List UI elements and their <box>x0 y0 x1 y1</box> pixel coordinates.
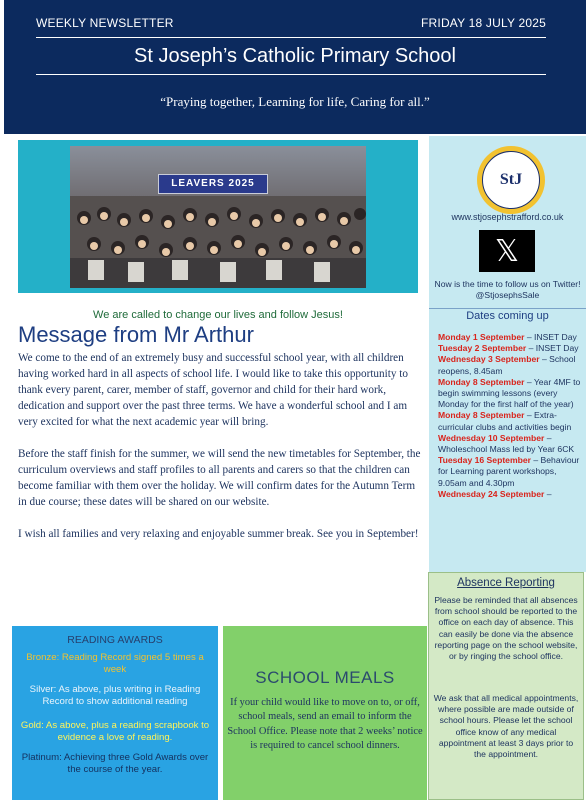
award-gold: Gold: As above, plus a reading scrapbook to evidence a love of reading. <box>20 720 210 743</box>
school-motto: “Praying together, Learning for life, Caring for all.” <box>160 94 430 109</box>
school-logo <box>477 146 545 214</box>
school-meals-title: SCHOOL MEALS <box>255 668 395 687</box>
twitter-follow-text: Now is the time to follow us on Twitter! @StjosephsSale <box>434 279 581 300</box>
event-text: – <box>544 488 552 499</box>
header-divider-top <box>36 37 546 38</box>
absence-reporting-box <box>428 572 584 800</box>
event-text: – INSET Day <box>526 343 579 354</box>
header-top-row <box>36 16 546 32</box>
event-text: – INSET Day <box>524 332 577 342</box>
event-text: – School reopens, 8.45am <box>438 354 576 376</box>
leavers-photo <box>70 146 366 288</box>
newsletter-label: WEEKLY NEWSLETTER <box>36 16 174 30</box>
reading-awards-title: READING AWARDS <box>67 634 163 646</box>
sidebar <box>429 136 586 572</box>
event-date: Monday 1 September <box>438 332 525 342</box>
message-paragraph: Before the staff finish for the summer, we will send the new timetables for September, the curriculum overviews and staff profiles to all parents and carers so that the children can become familiar with them over the holiday. We will confirm dates for the Autumn Term in due course; these dates will be shared on our website. <box>18 448 421 508</box>
message-paragraph: I wish all families and very relaxing and enjoyable summer break. See you in September! <box>18 528 419 540</box>
event-date: Tuesday 2 September <box>438 343 527 354</box>
absence-title: Absence Reporting <box>457 577 555 589</box>
message-title: Message from Mr Arthur <box>18 322 254 347</box>
event-item <box>438 332 582 343</box>
school-meals-body: If your child would like to move on to, or off, school meals, send an email to inform the School Office. Please note that 2 weeks’ notice is required to cancel school dinners. <box>227 697 423 752</box>
event-text: – Wholeschool Mass led by Year 6CK <box>438 432 575 455</box>
leavers-banner: LEAVERS 2025 <box>158 174 268 194</box>
event-date: Wednesday 3 September <box>438 354 540 365</box>
school-logo-monogram: StJ <box>499 171 523 188</box>
x-glyph: 𝕏 <box>494 234 520 269</box>
message-paragraph: We come to the end of an extremely busy and successful school year, with all children having worked hard in all aspects of school life. I would like to take this opportunity to thank every parent, carer, member of staff, governor and child for their hard work, dedication and support over the past three terms. We have a wonderful school and I am very excited for what the next academic year will bring. <box>18 352 408 428</box>
leavers-crowd-image <box>70 196 366 288</box>
school-meals-box <box>223 626 427 800</box>
x-twitter-icon[interactable] <box>479 230 535 272</box>
header-divider-bottom <box>36 74 546 75</box>
leavers-photo-frame <box>18 140 418 293</box>
award-platinum: Platinum: Achieving three Gold Awards over the course of the year. <box>21 752 209 775</box>
event-text: – Year 4MF to begin swimming lessons (every Monday for the first half of the year) <box>438 376 581 410</box>
school-website-link[interactable]: www.stjosephstrafford.co.uk <box>451 212 564 222</box>
event-date: Tuesday 16 September <box>438 455 531 466</box>
newsletter-header <box>4 0 586 134</box>
event-item <box>438 343 582 354</box>
school-logo-inner <box>482 151 540 209</box>
event-item <box>438 489 582 500</box>
award-silver: Silver: As above, plus writing in Reading Record to show additional reading <box>29 684 201 707</box>
award-bronze: Bronze: Reading Record signed 5 times a week <box>26 652 204 675</box>
absence-paragraph: We ask that all medical appointments, where possible are made outside of school hours. Please let the school office know of any medical appointment at least 3 days prior to the appointment. <box>433 693 579 760</box>
called-statement: We are called to change our lives and follow Jesus! <box>93 309 343 321</box>
newsletter-date: FRIDAY 18 JULY 2025 <box>421 16 546 30</box>
dates-coming-up-title: Dates coming up <box>429 308 586 322</box>
event-date: Monday 8 September <box>438 410 525 421</box>
event-text: – Behaviour for Learning parent workshops, 9.05am and 4.30pm <box>438 455 580 488</box>
event-item <box>438 377 582 411</box>
event-item <box>438 410 582 432</box>
school-name: St Joseph’s Catholic Primary School <box>134 45 456 67</box>
event-item <box>438 433 582 455</box>
events-list <box>438 332 582 500</box>
event-text: – Extra-curricular clubs and activities begin <box>438 410 572 432</box>
event-date: Wednesday 10 September <box>438 432 545 443</box>
reading-awards-box <box>12 626 218 800</box>
absence-paragraph: Please be reminded that all absences from school should be reported to the office on each day of absence. This can easily be done via the absence reporting page on the school website, or by ringing the school office. <box>434 595 578 662</box>
event-date: Wednesday 24 September <box>438 488 545 499</box>
event-item <box>438 354 582 376</box>
event-date: Monday 8 September <box>438 376 525 387</box>
message-body <box>18 350 422 558</box>
event-item <box>438 455 582 489</box>
